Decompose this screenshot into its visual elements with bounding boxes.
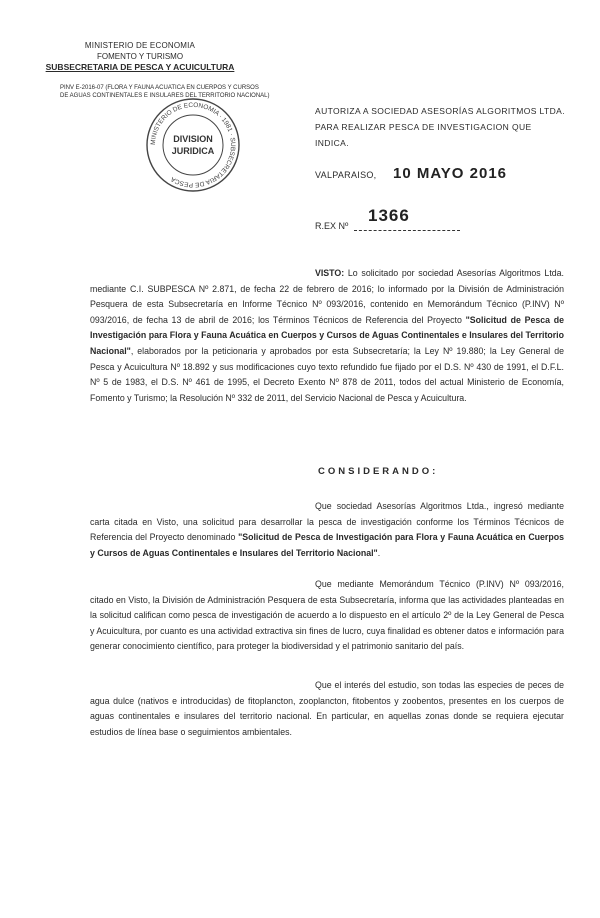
resolution-subject: AUTORIZA A SOCIEDAD ASESORÍAS ALGORITMOS LTDA. PARA REALIZAR PESCA DE INVESTIGACION QUE INDICA. [315, 106, 566, 148]
stamp-center-line2: JURIDICA [171, 146, 215, 156]
considerando-heading: CONSIDERANDO: [318, 466, 439, 477]
letterhead-reference-2: DE AGUAS CONTINENTALES E INSULARES DEL TERRITORIO NACIONAL) [60, 93, 270, 99]
letterhead-reference-1: PINV E-2016-07 (FLORA Y FAUNA ACUATICA EN CUERPOS Y CURSOS [60, 85, 259, 91]
visto-text-1: Lo solicitado por sociedad Asesorías Algoritmos Ltda. mediante C.I. SUBPESCA Nº 2.871, de fecha 22 de febrero de 2016; lo informado por la División de Administración Pesquera de esta Subsecretaría en Informe Técnico Nº 093/2016, contenido en Memorándum Técnico (P.INV) Nº 093/2016, de fecha 13 de abril de 2016; los Términos Técnicos de Referencia del Proyecto [90, 268, 564, 325]
considerando-paragraph-2: Que mediante Memorándum Técnico (P.INV) Nº 093/2016, citado en Visto, la División de Administración Pesquera de esta Subsecretaría, informa que las actividades planteadas en la solicitud califican como pesca de investigación de acuerdo a lo dispuesto en el artículo 2º de la Ley General de Pesca y Acuicultura, por cuanto es una actividad extractiva sin fines de lucro, cuya finalidad es obtener datos e información para generar conocimiento científico, para proteger la biodiversidad y el patrimonio sanitario del país. [90, 579, 564, 652]
letterhead-ministry-sub: FOMENTO Y TURISMO [96, 52, 184, 61]
letterhead-subsecretaria: SUBSECRETARIA DE PESCA Y ACUICULTURA [45, 62, 235, 72]
letterhead [40, 40, 270, 99]
date-place: VALPARAISO, [315, 170, 377, 180]
visto-text-2: , elaborados por la peticionaria y aprobados por esta Subsecretaría; la Ley Nº 19.880; la Ley General de Pesca y Acuicultura Nº 18.892 y sus modificaciones cuyo texto refundido fue fijado por el D.S. Nº 430 de 1991, el D.F.L. Nº 5 de 1983, el D.S. Nº 461 de 1995, el Decreto Exento Nº 878 de 2011, todos del actual Ministerio de Economía, Fomento y Turismo; la Resolución Nº 332 de 2011, del Servicio Nacional de Pesca y Acuicultura. [90, 345, 564, 403]
p1-project-title: "Solicitud de Pesca de Investigación para Flora y Fauna Acuática en Cuerpos y Cursos de Aguas Continentales e Insulares del Territorio Nacional" [90, 532, 564, 558]
considerando-paragraph-1 [90, 499, 564, 561]
visto-paragraph [90, 266, 564, 406]
p1-text-1: Que sociedad Asesorías Algoritmos Ltda., ingresó mediante carta citada en Visto, una solicitud para desarrollar la pesca de investigación conforme los Términos Técnicos de Referencia del Proyecto denominado [90, 501, 564, 543]
rex-label: R.EX Nº [315, 221, 349, 231]
stamp-center-line1: DIVISION [173, 134, 213, 144]
visto-project-title: "Solicitud de Pesca de Investigación para Flora y Fauna Acuática en Cuerpos y Cursos de Aguas Continentales e Insulares del Territorio Nacional" [90, 314, 564, 356]
stamp-ring-text: MINISTERIO DE ECONOMIA · 1981 · SUBSECRETARIA DE PESCA [149, 101, 237, 189]
p1-text-2: . [377, 547, 381, 558]
considerando-paragraph-3: Que el interés del estudio, son todas las especies de peces de agua dulce (nativos e introducidas) de fitoplancton, zooplancton, fitobentos y zoobentos, presentes en los cuerpos de aguas continentales e insulares del territorio nacional. En particular, en aquellas zonas donde se requiera ejecutar estudios de línea base o seguimientos ambientales. [90, 680, 564, 737]
division-juridica-stamp [143, 95, 243, 195]
visto-label: VISTO: [315, 268, 345, 278]
rex-underline [354, 230, 460, 231]
letterhead-ministry: MINISTERIO DE ECONOMIA [84, 41, 196, 50]
rex-number: 1366 [368, 206, 410, 225]
date-stamp: 10 MAYO 2016 [393, 165, 508, 182]
